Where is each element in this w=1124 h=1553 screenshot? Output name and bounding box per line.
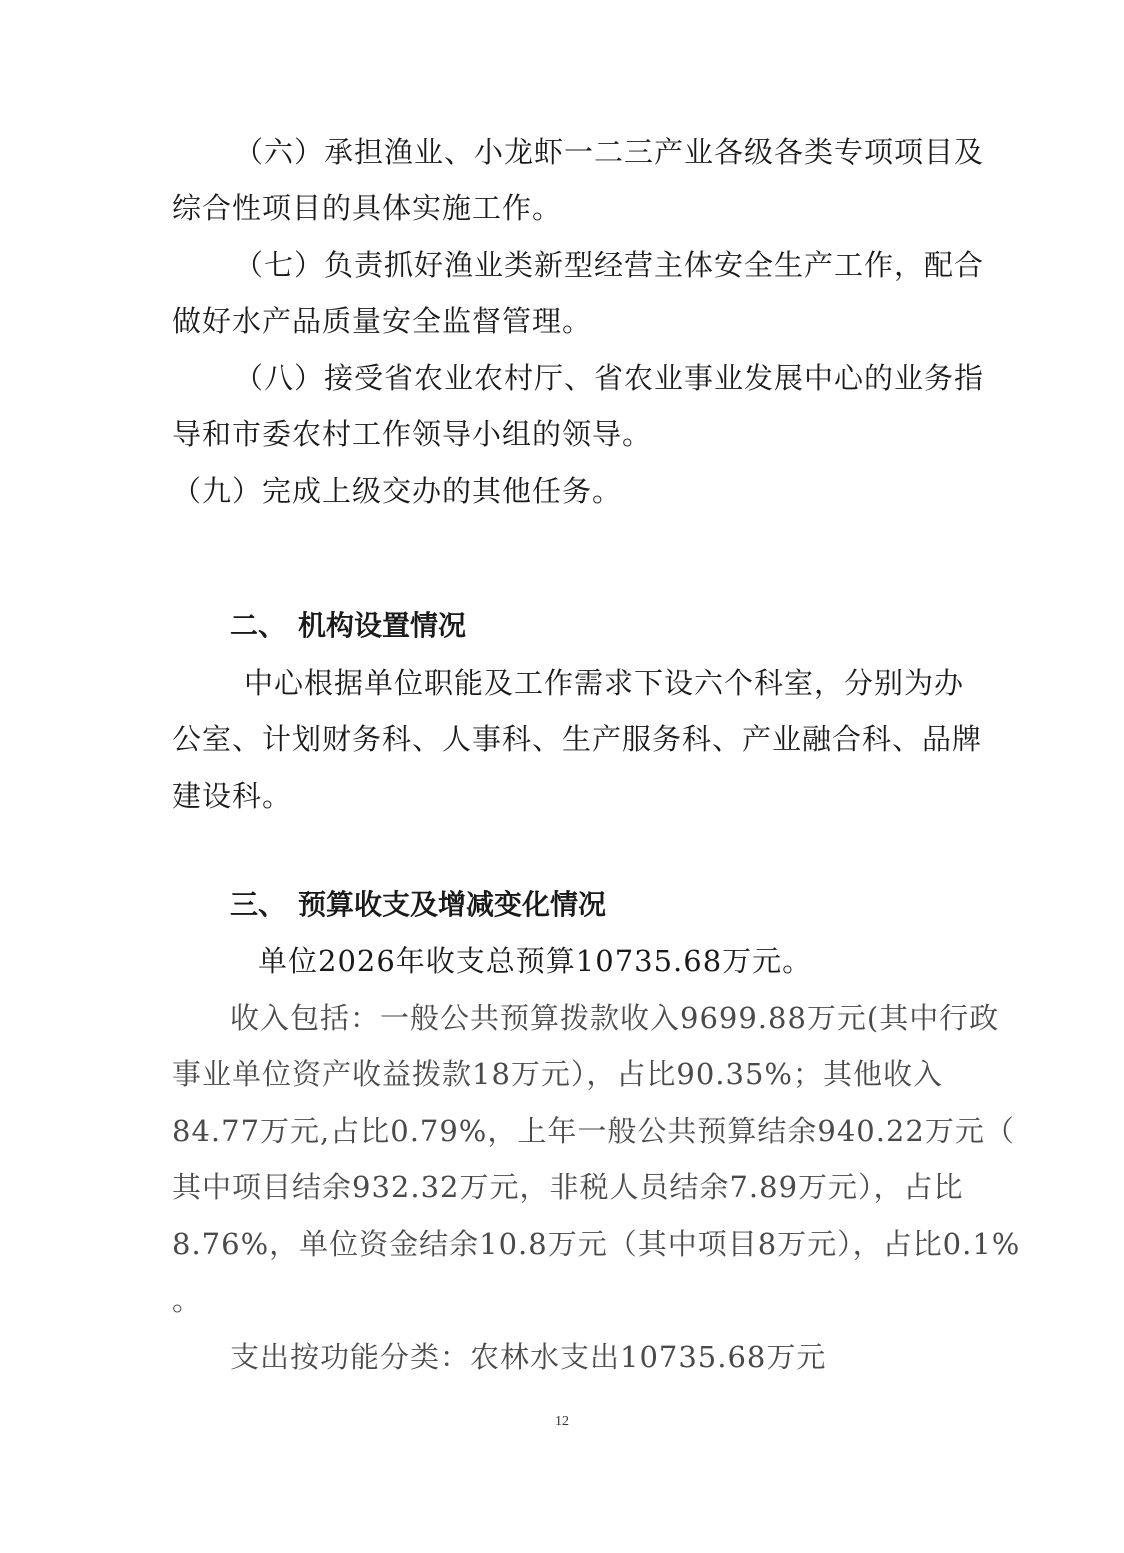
income-line1: 收入包括：一般公共预算拨款收入9699.88万元(其中行政 xyxy=(230,1001,1000,1035)
section2-line2: 公室、计划财务科、人事科、生产服务科、产业融合科、品牌 xyxy=(172,722,983,756)
budget-total: 单位2026年收支总预算10735.68万元。 xyxy=(258,944,813,978)
section3-title: 预算收支及增减变化情况 xyxy=(298,888,607,921)
item6-line2: 综合性项目的具体实施工作。 xyxy=(172,191,563,225)
income-line5: 8.76%，单位资金结余10.8万元（其中项目8万元），占比0.1% xyxy=(172,1227,1021,1261)
section3-number: 三、 xyxy=(230,888,287,921)
item8-line1: （八）接受省农业农村厅、省农业事业发展中心的业务指 xyxy=(234,361,985,395)
page-number: 12 xyxy=(555,1414,569,1429)
income-line2: 事业单位资产收益拨款18万元），占比90.35%；其他收入 xyxy=(172,1057,943,1091)
section2-line3: 建设科。 xyxy=(172,779,293,813)
item7-line1: （七）负责抓好渔业类新型经营主体安全生产工作，配合 xyxy=(234,248,985,282)
section2-number: 二、 xyxy=(230,609,287,642)
expenditure-line: 支出按功能分类：农林水支出10735.68万元 xyxy=(230,1340,827,1374)
income-line4: 其中项目结余932.32万元，非税人员结余7.89万元），占比 xyxy=(172,1170,964,1204)
income-line6: 。 xyxy=(172,1283,203,1317)
item9: （九）完成上级交办的其他任务。 xyxy=(172,474,623,508)
section2-title: 机构设置情况 xyxy=(298,609,467,642)
item8-line2: 导和市委农村工作领导小组的领导。 xyxy=(172,417,653,451)
section2-line1: 中心根据单位职能及工作需求下设六个科室，分别为办 xyxy=(244,666,965,700)
section3-heading xyxy=(230,885,606,925)
section2-heading xyxy=(230,606,466,646)
income-line3: 84.77万元,占比0.79%，上年一般公共预算结余940.22万元（ xyxy=(172,1114,1015,1148)
item7-line2: 做好水产品质量安全监督管理。 xyxy=(172,304,593,338)
item6-line1: （六）承担渔业、小龙虾一二三产业各级各类专项项目及 xyxy=(234,135,985,169)
